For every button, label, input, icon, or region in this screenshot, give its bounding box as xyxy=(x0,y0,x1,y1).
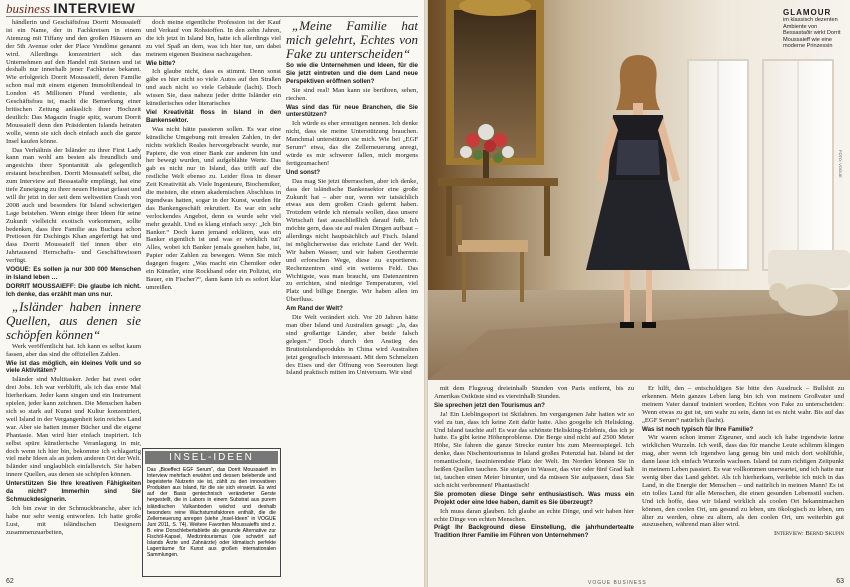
answer: Was nicht hätte passieren sollen. Es war eine künstliche Umgebung mit irrealen Zahlen, in der nichts wirklich Reales hervorgebracht wurde, nur Papiere, die von einer Bank zur anderen hin und her bewegt wurden, und aufgeblähte Werte. Das gab es nicht nur in Island, das trifft auf die restliche Welt ebenso zu. Leider floss in dieser Zeit Kreativität ab. Viele Ingenieure, Biochemiker, die meisten, die einen akademischen Abschluss in irgendwas hatten, sogar in der Kunst, wurden für das Bankengeschäft rekrutiert. Es war ein sehr verlockendes Angebot, denn es wurde sehr viel mehr gezahlt. Und es klang einfach sexy: „Ich bin Banker.“ Doch kann jemand erklären, was ein Banker eigentlich ist und was er wirklich tut? Alles, wobei ich Banker jemals gesehen habe, ist, Papier oder Zahlen zu bewegen. Wenn Sie mich dagegen fragen: „Was macht ein Chemiker oder ein Künstler, eine Rockband oder ein Polizist, ein Bauer, ein Fischer?“, dann kann ich es sofort klar umreißen. xyxy=(146,125,281,291)
left-page xyxy=(0,0,424,587)
photo-caption xyxy=(783,8,847,50)
caption-text: im klassisch dezenten Ambiente von Bessastaðir wirkt Dorrit Moussaieff wie eine moderne Prinzessin xyxy=(783,17,841,50)
question: Sie sprechen jetzt den Tourismus an? xyxy=(434,401,545,409)
answer: Die Welt verändert sich. Vor 20 Jahren hätte man über Island und Australien gesagt: „Ja, das sind großartige Länder, aber beide falsch gelegen.“ Doch durch den Anstieg des Bruttoinlandsprodukts in China wird Australien jetzt geografisch interessant. Mit dem Schmelzen des Eises und der Öffnung von Seerouten liegt Island praktisch mitten im Universum. Wir sind xyxy=(286,314,418,377)
answer: DORRIT MOUSSAIEFF: Die glaube ich nicht. Ich denke, das erzählt man uns nur. xyxy=(6,282,141,298)
answer: Sie sind real! Man kann sie berühren, sehen, riechen. xyxy=(286,86,418,102)
section-header xyxy=(6,0,135,17)
pull-quote: „Isländer haben innere Quellen, aus denen sie schöpfen können“ xyxy=(6,298,141,342)
question: Was sind das für neue Branchen, die Sie unterstützen? xyxy=(286,103,418,119)
pull-quote: „Meine Familie hat mich gelehrt, Echtes von Fake zu unterscheiden“ xyxy=(286,19,418,61)
question: Viel Kreativität floss in Island in den Bankensektor. xyxy=(146,108,281,124)
question: Sie promoten diese Dinge sehr enthusiastisch. Was muss ein Projekt oder eine Idee haben, damit es Sie überzeugt? xyxy=(434,490,634,506)
right-column-2 xyxy=(642,385,844,577)
insel-ideen-box xyxy=(142,448,281,577)
header-rule xyxy=(6,16,418,17)
question: Unterstützen Sie Ihre kreativen Fähigkeiten da nicht? Immerhin sind Sie Schmuckdesignerin. xyxy=(6,480,141,503)
question: Prägt Ihr Background diese Einstellung, die jahrhundertealte Tradition Ihrer Familie im Führen von Unternehmen? xyxy=(434,524,634,540)
paragraph: händlerin und Geschäftsfrau Dorrit Moussaieff ist ein Name, der in Fachkreisen in einem Atemzug mit Tiffany und den großen Häusern an der 5th Avenue oder der Place Vendôme genannt wird. Allerdings konzentriert sich das Unternehmen auf den Handel mit Steinen und ist deshalb nur innerhalb jener Fachkreise bekannt. Wie erfolgreich Dorrit Moussaieff, deren Familie schon mal mit einem eigenen Immobiliendeal in London 45 Millionen Pfund verdiente, als Geschäftsfrau ist, macht die Bemerkung einer britischen Zeitung anlässlich ihrer Hochzeit deutlich: Das Magazin fragte spitz, warum Dorrit Moussaieff denn den Präsidenten Islands heiraten wolle, wenn sie sich doch einfach auch die ganze Insel kaufen könne. xyxy=(6,19,141,145)
page-number-left: 62 xyxy=(6,578,14,585)
question: Und sonst? xyxy=(286,168,321,176)
question: Wie ist das möglich, ein kleines Volk und so viele Aktivitäten? xyxy=(6,359,141,375)
answer: Ja! Ein Lieblingssport ist Skifahren. Im vergangenen Jahr hatten wir so viel zu tun, dass ich keine Zeit dafür hatte. Also googelte ich Heliskiing. Und Island tauchte auf! Es war das schönste Heliskiing-Erlebnis, das ich je hatte. Es gibt keine Höhenprobleme. Die Berge sind nicht auf 2500 Meter Höhe, Sie fahren die ganze Strecke runter bis zum Meeresspiegel. Ich denke, dass Nischentourismus in Island großes Potenzial hat. Island ist der romantischste, faszinierendste Platz der Welt. Im Norden können Sie in heißen Quellen tauchen. Sie steigen in Wasser, das vier oder fünf Grad kalt ist, tauchen einen Meter hinunter, und da müssen Sie aufpassen, dass Sie sich nicht verbrennen! Phantastisch! xyxy=(434,410,634,489)
header-prefix: business xyxy=(6,1,51,16)
answer: Das mag Sie jetzt überraschen, aber ich denke, dass der isländische Bankensektor eine große Zukunft hat – aber nur, wenn wir tatsächlich etwas aus dem großen Crash gelernt haben. Trotzdem würde ich niemals wollen, dass unsere Wirtschaft fast ausschließlich darauf fußt. Ich möchte gern, dass sie auf realen Dingen aufbaut – allerdings nicht hauptsächlich auf Fisch. Island ist möglicherweise das reichste Land der Welt. Wir haben Wasser, und wir haben Geothermie und erforschen Wege, diese zu exportieren. Rechenzentren sind ein weiteres Feld. Das Wichtigste, was man braucht, um Datenzentren zu errichten, sind niedrige Temperaturen, viel Platz und billige Energie. Wir haben allen im Überfluss. xyxy=(286,177,418,304)
byline: Interview: Bernd Skupin xyxy=(774,530,844,538)
portrait-photo xyxy=(428,0,850,380)
answer: Isländer sind Multitasker. Jeder hat zwei oder drei Jobs. Ich war verblüfft, als ich das erste Mal hierherkam. Jeder kann singen und ein Instrument spielen, jeder kann zeichnen. Die Menschen haben sich so stark auf Kunst und Kultur konzentriert, weil Island in der Vergangenheit kein reiches Land war. Aber sie hatten immer Bücher und die eigene Phantasie. Man wird hier einfach inspiriert. Ich selbst spüre künstlerische Veranlagung in mir, doch wenn ich hier bin, bekomme ich schlagartig viel mehr Ideen als an jedem anderen Ort der Welt. Isländer sind unglaublich einfallsreich. Sie haben innere Quellen, aus denen sie schöpfen können. xyxy=(6,376,141,479)
header-word: INTERVIEW xyxy=(53,0,136,16)
right-column-1 xyxy=(434,385,634,577)
left-column-3 xyxy=(286,19,418,579)
caption-title: GLAMOUR xyxy=(783,8,832,17)
paragraph: Werk veröffentlicht hat. Ich kann es selbst kaum fassen, aber das sind die offiziellen Zahlen. xyxy=(6,342,141,358)
answer: Ich glaube nicht, dass es stimmt. Denn sonst gäbe es hier nicht so viele Autos auf den Straßen und auch nicht so viele Gebäude (lacht). Doch wissen Sie, dass nahezu jeder dritte Isländer ein künstlerisches oder literarisches xyxy=(146,68,281,108)
question: So wie die Unternehmen und Ideen, für die Sie jetzt eintreten und die dem Land neue Perspektiven eröffnen sollen? xyxy=(286,62,418,85)
paragraph: doch meine eigentliche Profession ist der Kauf und Verkauf von Rohstoffen. In den zehn Jahren, die ich jetzt in Island bin, hatte ich allerdings viel zu viel Spaß an dem, was ich hier tue, um dabei meinem eigenen Business nachzugehen. xyxy=(146,19,281,58)
footer-label: VOGUE BUSINESS xyxy=(588,580,647,586)
paragraph: Das Verhältnis der Isländer zu ihrer First Lady kann man wohl am besten als freundlich und angesichts ihrer Spontanität als gelegentlich erstaunt beschreiben. Dorrit Moussaieff selbst, die zum Interview auf Bessastaðir empfängt, hat eine tiefe Zuneigung zu ihrer neuen Heimat gefasst und will ihr jetzt in der seit dem weltweiten Crash von 2008 auch und besonders für Island schwierigen Lage beistehen. Wenn einige ihrer Ideen für seine Zukunft vielleicht exotisch vorkommen, sollte bedenken, dass ihre Familie aus Buchara schon Pretiosen für Dschingis Khan angefertigt hat und dass Dorrit Moussaieff tief innen über ein Jahrtausend Herrschafts- und Geschäftswissen verfügt. xyxy=(6,146,141,265)
right-page xyxy=(428,0,850,587)
box-title: INSEL-IDEEN xyxy=(145,451,278,464)
box-text: Das „Bioeffect EGF Serum“, das Dorrit Moussaieff im Interview mehrfach erwähnt und dessen belebende und begeisterte Nutzerin sie ist, zählt zu den innovativen Produkten aus Island, für die sie sich einsetzt. Es wird auf der Basis gentechnisch veränderter Gerste hergestellt, die in Labors in einem Substrat aus purem isländischen Vulkanboden wächst und deshalb besonders reine Wachstumsfaktoren enthält, die die Zellerneuerung anregen (siehe „Insel-Ideen“ in VOGUE Juni 2011, S. 74). Weitere Favoriten Moussaieffs sind z. B. eine Dorschlebertablette als gesunde Alternative zur Fischöl-Kapsel, Medizintourismus (sie schwört auf Islands Ärzte und Zahnärzte) oder klimatisch perfekte Lagerräume für Kunst aus großen internationalen Sammlungen. xyxy=(147,467,276,559)
left-column-2 xyxy=(146,19,281,447)
answer: Ich muss daran glauben. Ich glaube an echte Dinge, und wir haben hier echte Dinge von echten Menschen. xyxy=(434,507,634,523)
question: VOGUE: Es sollen ja nur 300 000 Menschen in Island leben … xyxy=(6,266,141,281)
answer: Ich bin zwar in der Schmuckbranche, aber ich habe nur sehr wenig entworfen. Ich hatte große Lust, mit isländischen Designern zusammenzuarbeiten, xyxy=(6,504,141,536)
photo-credit: FOTO: VOGUE xyxy=(838,150,843,178)
question: Was ist noch typisch für Ihre Familie? xyxy=(642,425,754,433)
answer: Er hilft, den – entschuldigen Sie bitte den Ausdruck – Bullshit zu erkennen. Mein ganzes Leben lang bin ich von meinem Großvater und meinem Vater darauf trainiert worden, Echtes von Fake zu unterscheiden: Wenn etwas zu gut ist, um wahr zu sein, dann ist es nicht wahr. Bis auf das „EGF Serum“ natürlich (lacht). xyxy=(642,385,844,424)
left-column-1 xyxy=(6,19,141,579)
question: Wie bitte? xyxy=(146,59,176,67)
answer: Wir waren schon immer Zigeuner, und auch ich habe irgendwie keine wirklichen Wurzeln. Ich weiß, dass das für manche Leute schlimm klingen mag, aber wenn ich irgendwo lang genug bin und mich dort wohlfühle, dann lasse ich einfach Wurzeln wachsen. Island ist zum richtigen Zeitpunkt in meinem Leben passiert. Es war vollkommen unerwartet, und ich hatte nur wenig über das Land gehört. Als ich hierherkam, verliebte ich mich in das Land, in die Energie der Menschen – und natürlich in meinen Mann! Es ist ein tolles Land für alle Menschen, die einen gesunden Lebensstil suchen. Und ich hoffe, dass wir Island wirklich als coolen Ort bekanntmachen können, den coolen Ort, um gesund zu leben, um ökologisch zu leben, um älter zu werden, ohne zu altern, als den coolen Ort, um weiterhin gut auszusehen, während man älter wird. xyxy=(642,434,844,529)
answer: Ich würde es eher ermutigen nennen. Ich denke nicht, dass sie meine Unterstützung brauchen. Manchmal unterstützen sie mich. Wie bei „EGF Serum“ etwa, das die Zellerneuerung anregt, würde es mir schwerer fallen, mich morgens fertigzumachen! xyxy=(286,120,418,167)
page-number-right: 63 xyxy=(836,578,844,585)
question: Am Rand der Welt? xyxy=(286,305,343,313)
paragraph: mit dem Flugzeug dreieinhalb Stunden von Paris entfernt, bis zu Amerikas Ostküste sind es viereinhalb Stunden. xyxy=(434,385,634,400)
